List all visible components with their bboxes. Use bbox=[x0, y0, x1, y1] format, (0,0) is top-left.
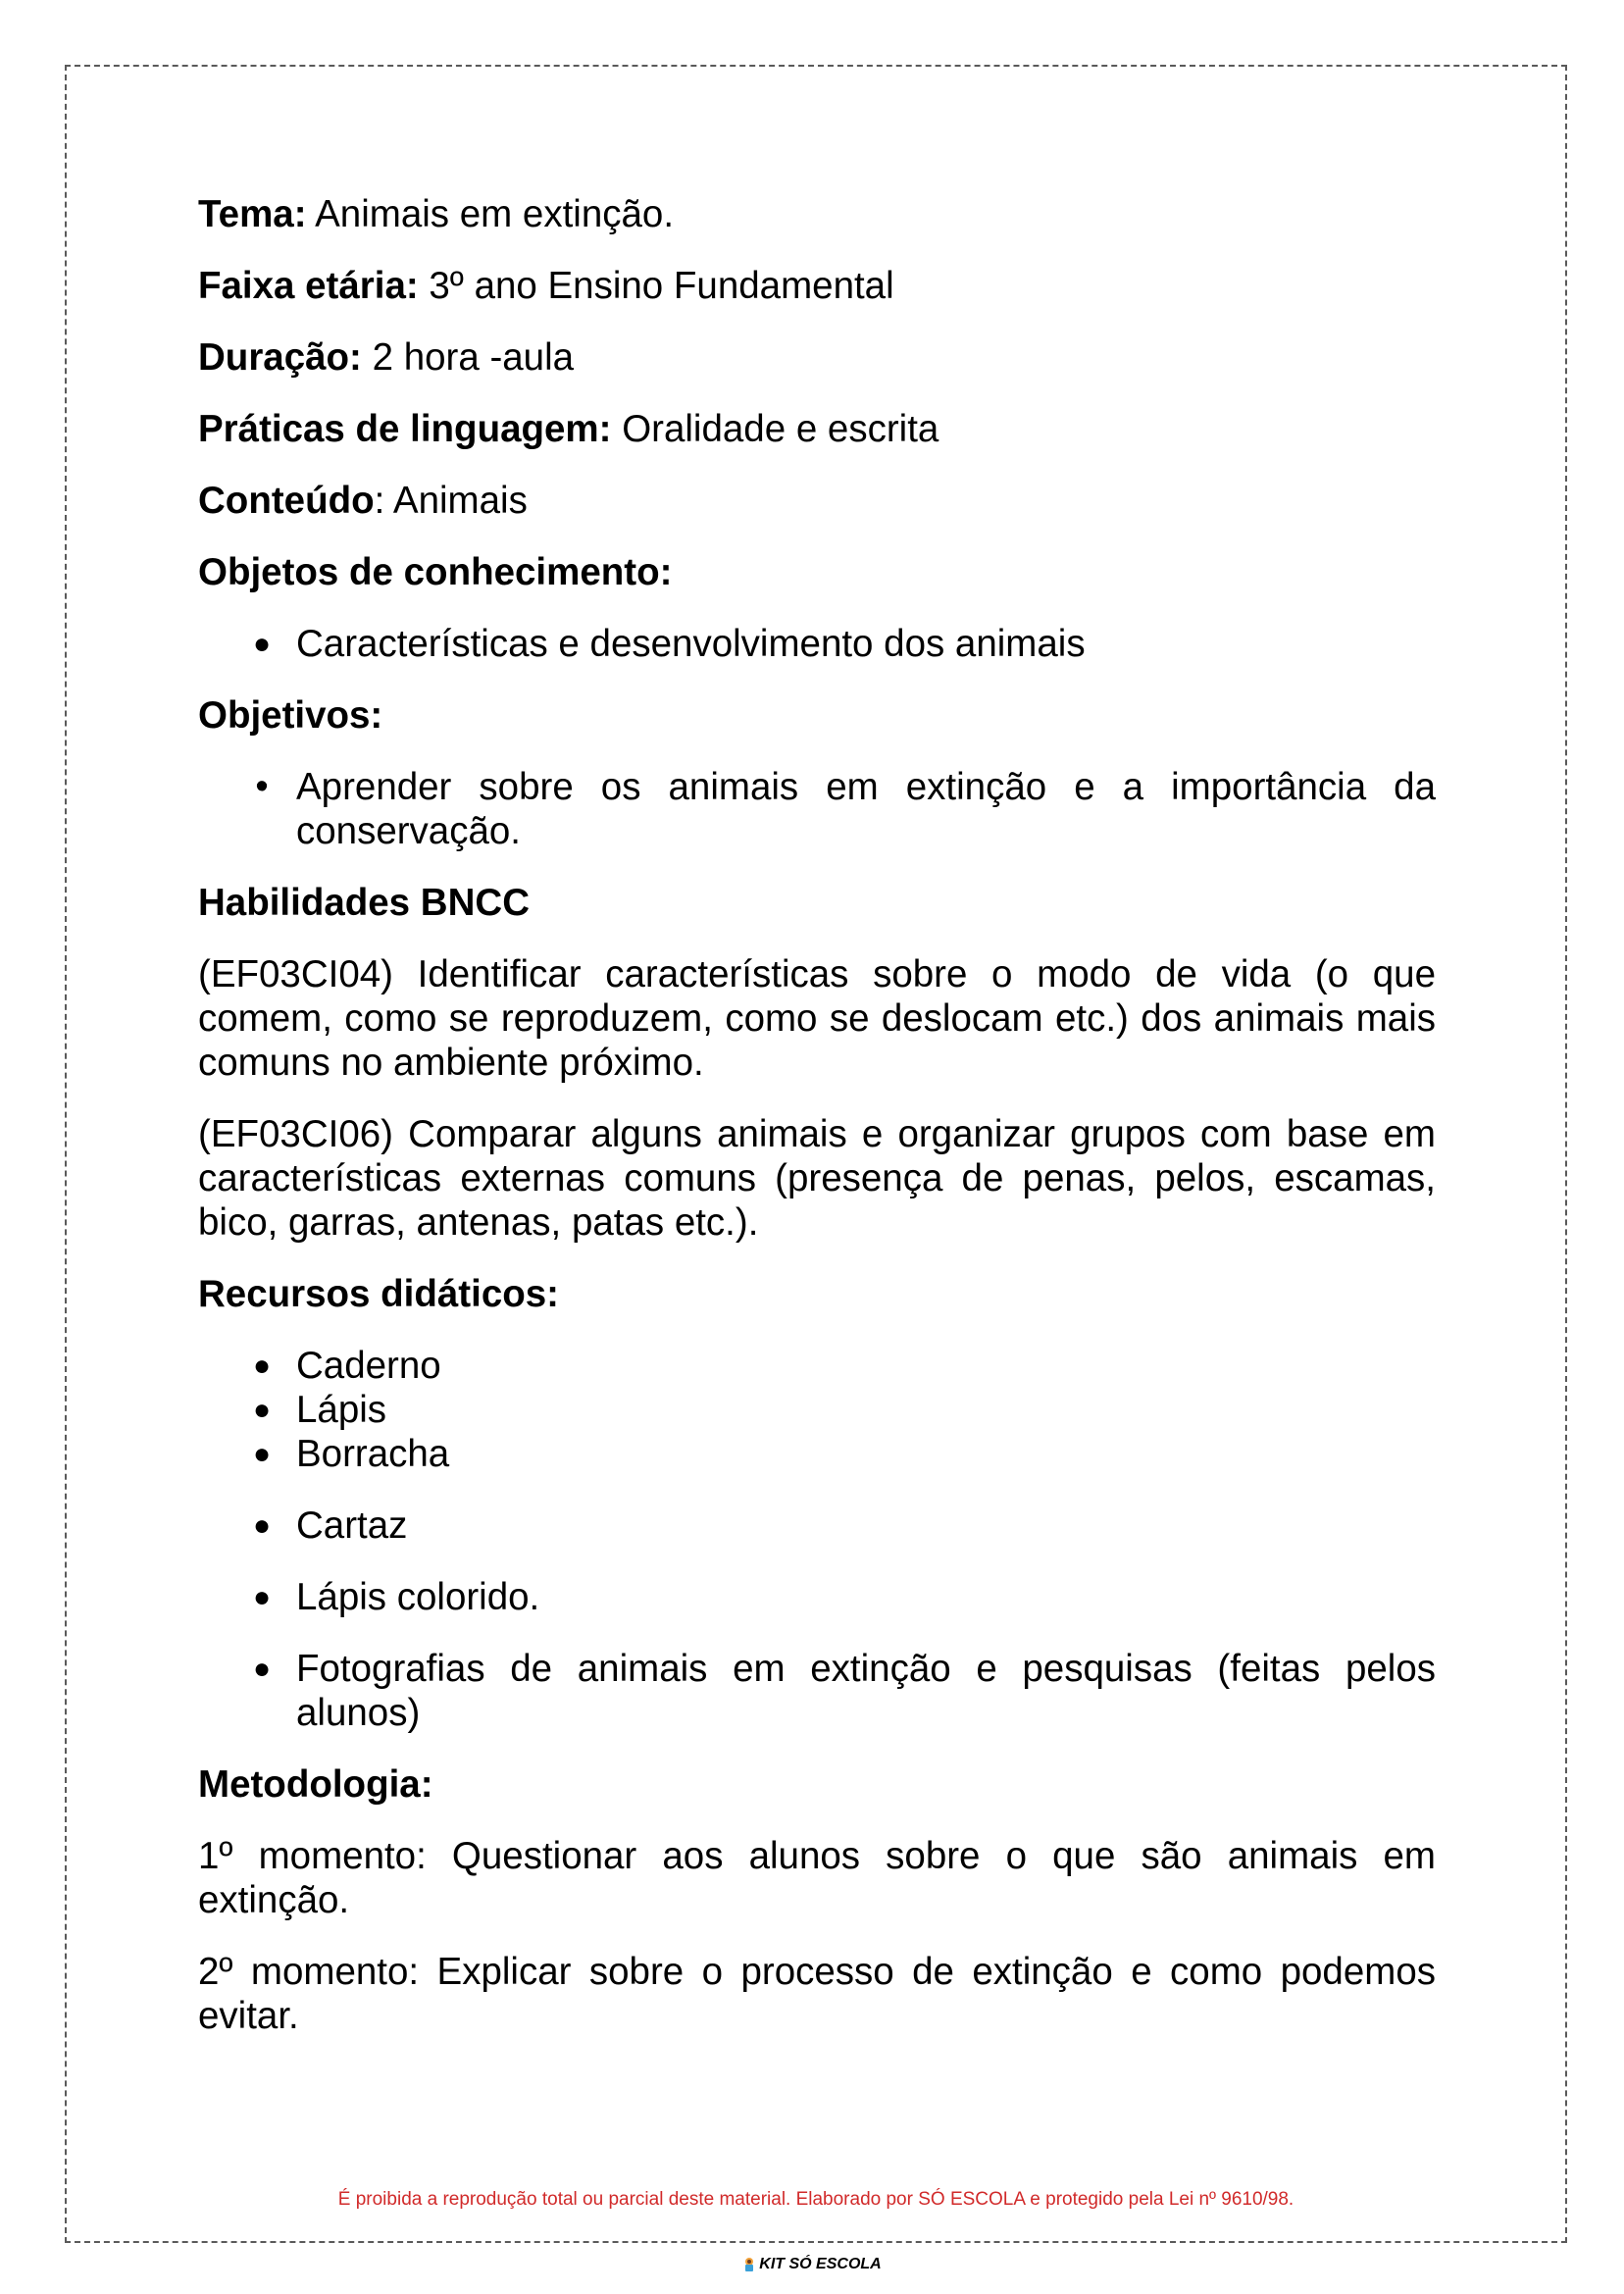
objetos-list bbox=[198, 622, 1436, 666]
bullet-icon: ● bbox=[252, 1509, 272, 1542]
habilidade-ef03ci06: (EF03CI06) Comparar alguns animais e organizar grupos com base em características externas comuns (presença de penas, pelos, escamas, bico, garras, antenas, patas etc.). bbox=[198, 1113, 1436, 1244]
duracao-label: Duração: bbox=[198, 336, 362, 379]
habilidade-ef03ci04: (EF03CI04) Identificar características sobre o modo de vida (o que comem, como se reproduzem, como se deslocam etc.) dos animais mais comuns no ambiente próximo. bbox=[198, 953, 1436, 1084]
duracao-line bbox=[198, 335, 1436, 380]
objetivos-heading: Objetivos: bbox=[198, 694, 383, 737]
praticas-label: Práticas de linguagem: bbox=[198, 408, 612, 450]
momento-1: 1º momento: Questionar aos alunos sobre o que são animais em extinção. bbox=[198, 1835, 1436, 1921]
faixa-value: 3º ano Ensino Fundamental bbox=[418, 265, 894, 307]
list-item: ● Características e desenvolvimento dos animais bbox=[198, 622, 1436, 666]
tema-label: Tema: bbox=[198, 193, 307, 235]
bullet-icon: ● bbox=[252, 1394, 272, 1426]
praticas-value: Oralidade e escrita bbox=[611, 408, 939, 450]
brand-footer bbox=[0, 2256, 1624, 2273]
faixa-label: Faixa etária: bbox=[198, 265, 419, 307]
list-item: • Aprender sobre os animais em extinção e a importância da conservação. bbox=[198, 765, 1436, 853]
metodologia-heading: Metodologia: bbox=[198, 1763, 433, 1806]
tema-line bbox=[198, 192, 1436, 236]
school-logo-icon bbox=[742, 2257, 756, 2272]
objetivos-list bbox=[198, 765, 1436, 853]
list-item: ● Fotografias de animais em extinção e pesquisas (feitas pelos alunos) bbox=[198, 1647, 1436, 1735]
bullet-icon: ● bbox=[252, 1350, 272, 1382]
bullet-icon: ● bbox=[252, 1581, 272, 1613]
tema-value: Animais em extinção. bbox=[306, 193, 675, 235]
recursos-list bbox=[198, 1344, 1436, 1735]
conteudo-label: Conteúdo bbox=[198, 480, 375, 522]
list-item: ● Lápis colorido. bbox=[198, 1575, 1436, 1619]
conteudo-line bbox=[198, 479, 1436, 523]
habilidades-heading: Habilidades BNCC bbox=[198, 882, 531, 924]
copyright-notice: É proibida a reprodução total ou parcial deste material. Elaborado por SÓ ESCOLA e protegido pela Lei nº 9610/98. bbox=[337, 2189, 1294, 2210]
praticas-line bbox=[198, 407, 1436, 451]
bullet-icon: ● bbox=[252, 1438, 272, 1470]
document-body bbox=[198, 192, 1436, 2065]
brand-label: KIT SÓ ESCOLA bbox=[759, 2256, 882, 2272]
list-item: ● Caderno bbox=[198, 1344, 1436, 1388]
objetos-heading: Objetos de conhecimento: bbox=[198, 551, 673, 593]
list-item: ● Borracha bbox=[198, 1432, 1436, 1476]
list-item: ● Lápis bbox=[198, 1388, 1436, 1432]
bullet-icon: • bbox=[255, 766, 269, 807]
duracao-value: 2 hora -aula bbox=[361, 336, 575, 379]
bullet-icon: ● bbox=[252, 628, 272, 660]
faixa-line bbox=[198, 264, 1436, 308]
bullet-icon: ● bbox=[252, 1653, 272, 1685]
recursos-heading: Recursos didáticos: bbox=[198, 1273, 559, 1315]
list-item: ● Cartaz bbox=[198, 1504, 1436, 1548]
conteudo-value: : Animais bbox=[374, 480, 528, 522]
momento-2: 2º momento: Explicar sobre o processo de extinção e como podemos evitar. bbox=[198, 1951, 1436, 2037]
